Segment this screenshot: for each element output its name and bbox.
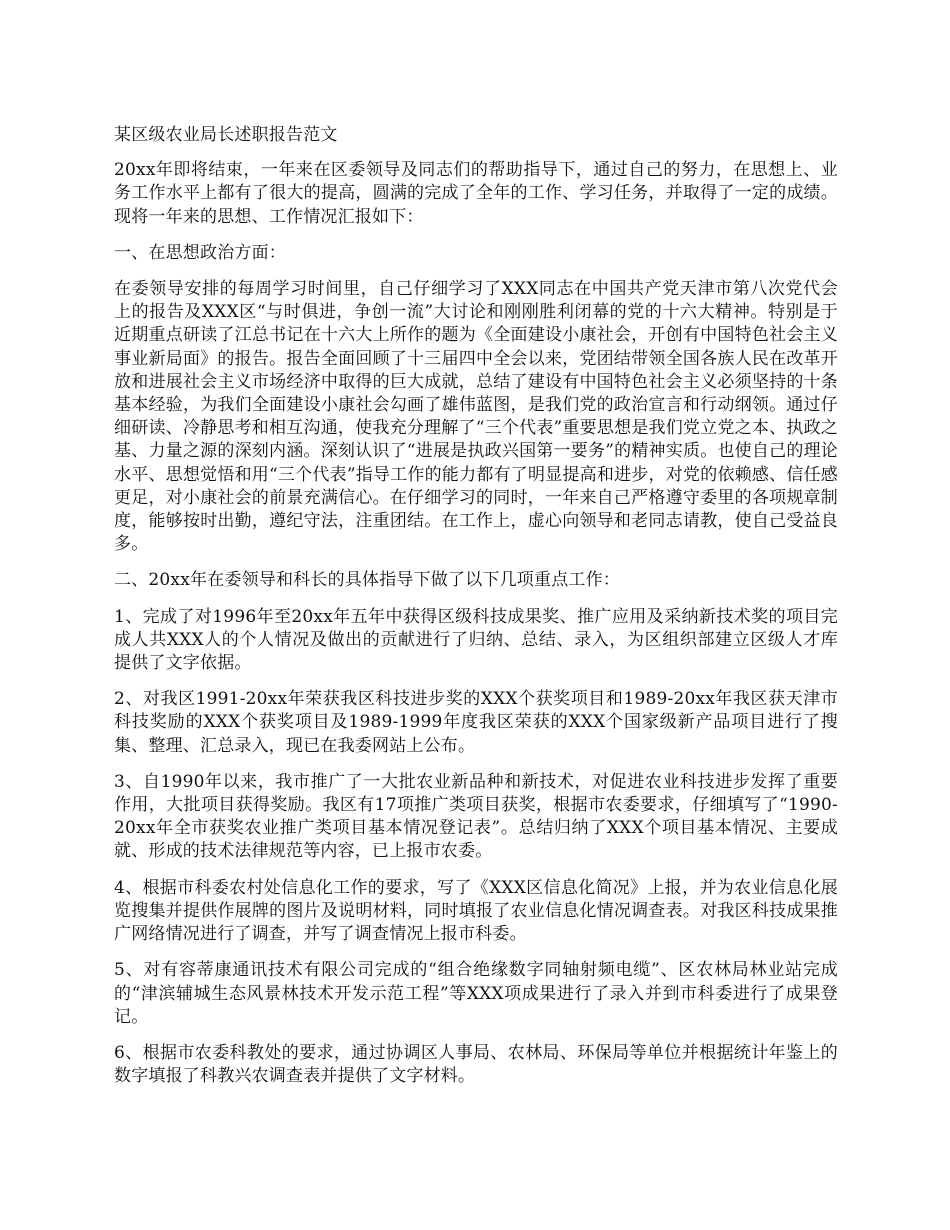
work-item-5: 5、对有容蒂康通讯技术有限公司完成的“组合绝缘数字同轴射频电缆”、区农林局林业站完成的“津滨辅城生态风景林技术开发示范工程”等XXX项成果进行了录入并到市科委进行了成果登记。 bbox=[114, 960, 838, 1027]
section-1-paragraph: 在委领导安排的每周学习时间里，自己仔细学习了XXX同志在中国共产党天津市第八次党代会上的报告及XXX区“与时俱进，争创一流”大讨论和刚刚胜利闭幕的党的十六大精神。特别是于近期重点研读了江总书记在十六大上所作的题为《全面建设小康社会，开创有中国特色社会主义事业新局面》的报告。报告全面回顾了十三届四中全会以来，党团结带领全国各族人民在改革开放和进展社会主义市场经济中取得的巨大成就，总结了建设有中国特色社会主义必须坚持的十条基本经验，为我们全面建设小康社会勾画了雄伟蓝图，是我们党的政治宣言和行动纲领。通过仔细研读、冷静思考和相互沟通，使我充分理解了“三个代表”重要思想是我们党立党之本、执政之基、力量之源的深刻内涵。深刻认识了“进展是执政兴国第一要务”的精神实质。也使自己的理论水平、思想觉悟和用“三个代表”指导工作的能力都有了明显提高和进步，对党的依赖感、信任感更足，对小康社会的前景充满信心。在仔细学习的同时，一年来自己严格遵守委里的各项规章制度，能够按时出勤，遵纪守法，注重团结。在工作上，虚心向领导和老同志请教，使自己受益良多。 bbox=[114, 279, 838, 555]
section-2-heading: 二、20xx年在委领导和科长的具体指导下做了以下几项重点工作： bbox=[114, 570, 621, 591]
intro-paragraph: 20xx年即将结束，一年来在区委领导及同志们的帮助指导下，通过自己的努力，在思想上、业务工作水平上都有了很大的提高，圆满的完成了全年的工作、学习任务，并取得了一定的成绩。现将一年来的思想、工作情况汇报如下： bbox=[114, 160, 838, 227]
work-item-6: 6、根据市农委科教处的要求，通过协调区人事局、农林局、环保局等单位并根据统计年鉴上的数字填报了科教兴农调查表并提供了文字材料。 bbox=[114, 1042, 838, 1087]
work-item-4: 4、根据市科委农村处信息化工作的要求，写了《XXX区信息化简况》上报，并为农业信息化展览搜集并提供作展牌的图片及说明材料，同时填报了农业信息化情况调查表。对我区科技成果推广网络情况进行了调查，并写了调查情况上报市科委。 bbox=[114, 877, 838, 945]
work-item-2: 2、对我区1991-20xx年荣获我区科技进步奖的XXX个获奖项目和1989-20xx年我区获天津市科技奖励的XXX个获奖项目及1989-1999年度我区荣获的XXX个国家级新产品项目进行了搜集、整理、汇总录入，现已在我委网站上公布。 bbox=[114, 689, 838, 756]
work-item-1: 1、完成了对1996年至20xx年五年中获得区级科技成果奖、推广应用及采纳新技术奖的项目完成人共XXX人的个人情况及做出的贡献进行了归纳、总结、录入，为区组织部建立区级人才库提供了文字依据。 bbox=[114, 606, 838, 674]
document-body bbox=[114, 124, 838, 1101]
work-item-3: 3、自1990年以来，我市推广了一大批农业新品种和新技术，对促进农业科技进步发挥了重要作用，大批项目获得奖励。我区有17项推广类项目获奖，根据市农委要求，仔细填写了“1990-20xx年全市获奖农业推广类项目基本情况登记表”。总结归纳了XXX个项目基本情况、主要成就、形成的技术法律规范等内容，已上报市农委。 bbox=[114, 771, 838, 862]
document-title: 某区级农业局长述职报告范文 bbox=[114, 125, 338, 145]
section-1-heading: 一、在思想政治方面： bbox=[114, 242, 286, 263]
